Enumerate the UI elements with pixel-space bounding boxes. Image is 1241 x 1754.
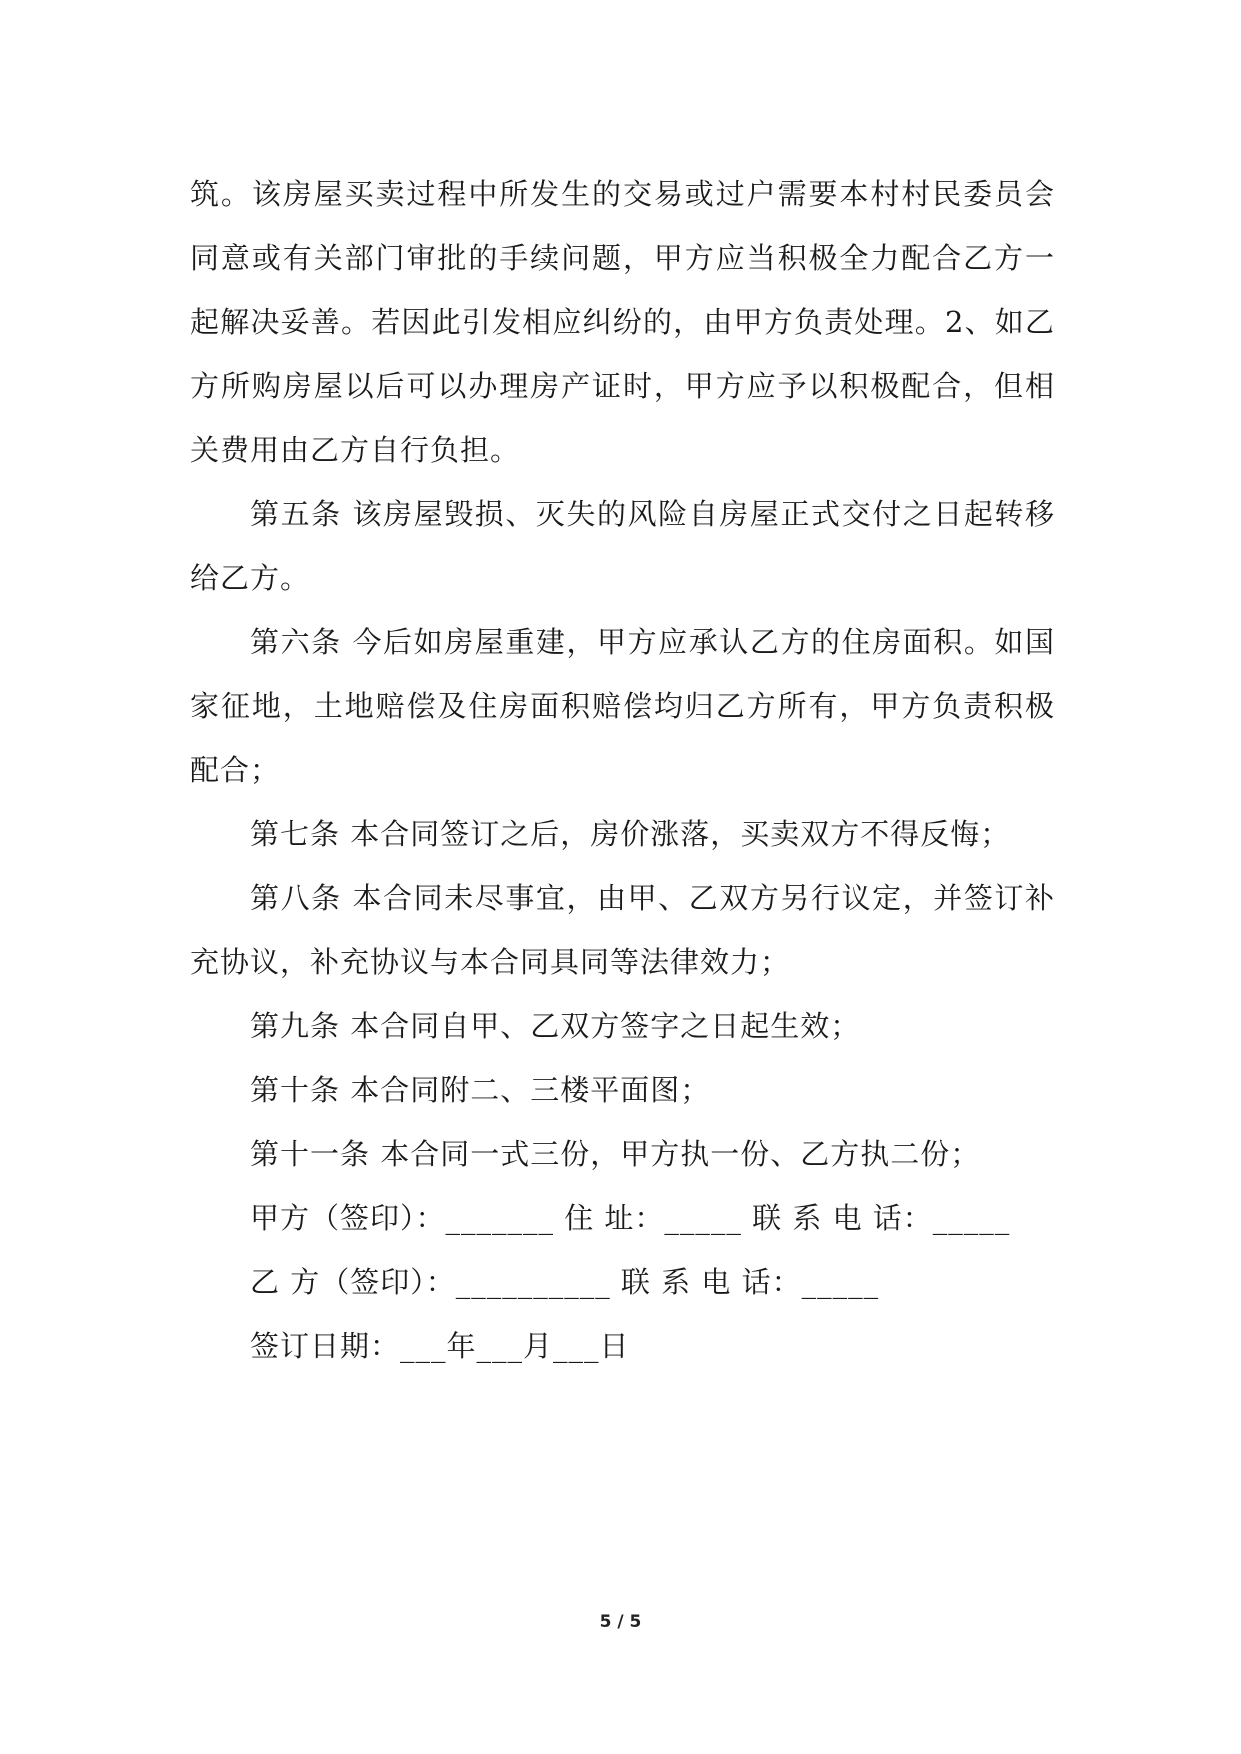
- page-number: 5 / 5: [599, 1612, 642, 1632]
- paragraph-continuation: 筑。该房屋买卖过程中所发生的交易或过户需要本村村民委员会同意或有关部门审批的手续问题，甲方应当积极全力配合乙方一起解决妥善。若因此引发相应纠纷的，由甲方负责处理。2、如乙方所购房屋以后可以办理房产证时，甲方应予以积极配合，但相关费用由乙方自行负担。: [190, 177, 1055, 467]
- document-body: [190, 162, 1055, 1378]
- signature-date: 签订日期：___年___月___日: [250, 1329, 630, 1363]
- signature-party-b: 乙 方（签印）：__________ 联 系 电 话：_____: [250, 1265, 880, 1299]
- paragraph-article-7: 第七条 本合同签订之后，房价涨落，买卖双方不得反悔；: [250, 817, 1011, 851]
- paragraph-article-8: 第八条 本合同未尽事宜，由甲、乙双方另行议定，并签订补充协议，补充协议与本合同具同等法律效力；: [190, 881, 1055, 979]
- signature-party-a: 甲方（签印）：_______ 住 址：_____ 联 系 电 话：_____: [250, 1201, 1011, 1235]
- paragraph-article-11: 第十一条 本合同一式三份，甲方执一份、乙方执二份；: [250, 1137, 981, 1171]
- paragraph-article-9: 第九条 本合同自甲、乙双方签字之日起生效；: [250, 1009, 861, 1043]
- paragraph-article-10: 第十条 本合同附二、三楼平面图；: [250, 1073, 711, 1107]
- paragraph-article-5: 第五条 该房屋毁损、灭失的风险自房屋正式交付之日起转移给乙方。: [190, 497, 1055, 595]
- paragraph-article-6: 第六条 今后如房屋重建，甲方应承认乙方的住房面积。如国家征地，土地赔偿及住房面积赔偿均归乙方所有，甲方负责积极配合；: [190, 625, 1055, 787]
